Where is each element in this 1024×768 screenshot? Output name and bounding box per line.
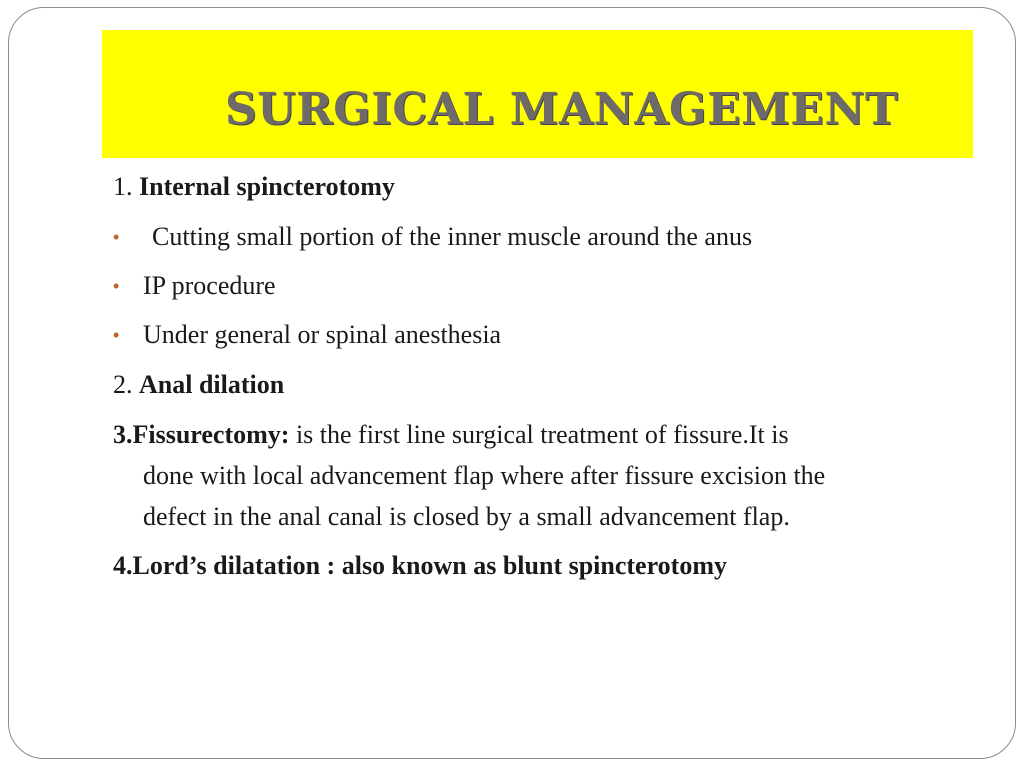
bullet-marker-1: • bbox=[113, 227, 120, 247]
slide-title: SURGICAL MANAGEMENT bbox=[225, 84, 899, 135]
item-3-line-2: done with local advancement flap where after fissure excision the bbox=[143, 461, 826, 490]
bullet-marker-2: • bbox=[113, 276, 120, 296]
item-1-heading: Internal spincterotomy bbox=[139, 172, 395, 201]
bullet-item-3: Under general or spinal anesthesia bbox=[143, 320, 502, 349]
item-3-line-3: defect in the anal canal is closed by a small advancement flap. bbox=[143, 502, 790, 531]
item-4: 4.Lord’s dilatation : also known as blunt spincterotomy bbox=[113, 551, 727, 580]
item-1-number: 1. bbox=[113, 172, 139, 201]
item-2-number: 2. bbox=[113, 370, 139, 399]
item-2 bbox=[113, 370, 284, 400]
item-3-heading: 3.Fissurectomy: bbox=[113, 420, 290, 449]
bullet-marker-3: • bbox=[113, 325, 120, 345]
bullet-item-2: IP procedure bbox=[143, 271, 276, 300]
item-3-text-1: is the first line surgical treatment of fissure.It is bbox=[289, 420, 789, 449]
item-1 bbox=[113, 172, 395, 202]
item-3-line-1 bbox=[113, 420, 789, 450]
bullet-item-1: Cutting small portion of the inner muscle around the anus bbox=[152, 222, 753, 251]
item-2-heading: Anal dilation bbox=[139, 370, 285, 399]
